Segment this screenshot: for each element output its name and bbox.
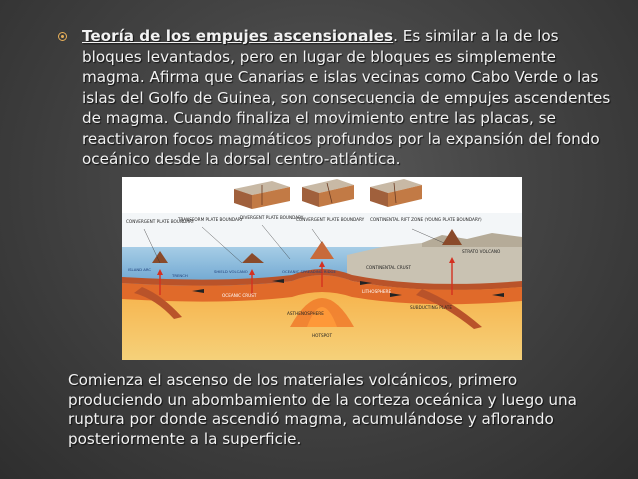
- label-divergent-boundary: DIVERGENT PLATE BOUNDARY: [240, 215, 304, 220]
- bullet-title: Teoría de los empujes ascensionales: [82, 27, 394, 45]
- label-continental-crust: CONTINENTAL CRUST: [366, 265, 411, 270]
- bullet-text: [82, 26, 618, 170]
- label-oceanic-ridge: OCEANIC SPREADING RIDGE: [282, 269, 336, 274]
- plate-tectonics-diagram: [122, 177, 522, 360]
- bullet-body: Es similar a la de los bloques levantados, pero en lugar de bloques es simplemente magma. Afirma que Canarias e islas vecinas como Cabo Verde o las islas del Golfo de Guinea, son consecuencia de empujes ascendentes de magma. Cuando finaliza el movimiento entre las placas, se reactivaron focos magmáticos profundos por la expansión del fondo oceánico desde la dorsal centro-atlántica.: [82, 27, 611, 168]
- caption-text: Comienza el ascenso de los materiales volcánicos, primero produciendo un abombamiento de la corteza oceánica y luego una ruptura por donde ascendió magma, acumulándose y aflorando posteriormente a la superficie.: [68, 371, 577, 448]
- block-diagram-1: [234, 181, 290, 209]
- label-lithosphere: LITHOSPHERE: [362, 289, 392, 294]
- block-diagram-2: [302, 179, 354, 207]
- block-diagram-3: [370, 179, 422, 207]
- label-convergent-boundary-2: CONVERGENT PLATE BOUNDARY: [296, 217, 365, 222]
- label-trench: TRENCH: [172, 273, 188, 278]
- bullet-paragraph: [58, 26, 618, 170]
- bullet-title-period: .: [393, 27, 398, 45]
- label-transform-boundary: TRANSFORM PLATE BOUNDARY: [178, 217, 244, 222]
- label-strato-volcano: STRATO VOLCANO: [462, 249, 501, 254]
- label-asthenosphere: ASTHENOSPHERE: [287, 311, 324, 316]
- label-hotspot: HOTSPOT: [312, 333, 333, 338]
- label-convergent-boundary: CONVERGENT PLATE BOUNDARY: [126, 219, 195, 224]
- label-oceanic-crust: OCEANIC CRUST: [222, 293, 257, 298]
- label-shield-volcano: SHIELD VOLCANO: [214, 269, 248, 274]
- circle-bullet-icon: [58, 32, 67, 41]
- label-island-arc: ISLAND ARC: [128, 267, 151, 272]
- label-subducting-plate: SUBDUCTING PLATE: [410, 305, 453, 310]
- label-continental-rift: CONTINENTAL RIFT ZONE (YOUNG PLATE BOUNDARY): [370, 217, 482, 222]
